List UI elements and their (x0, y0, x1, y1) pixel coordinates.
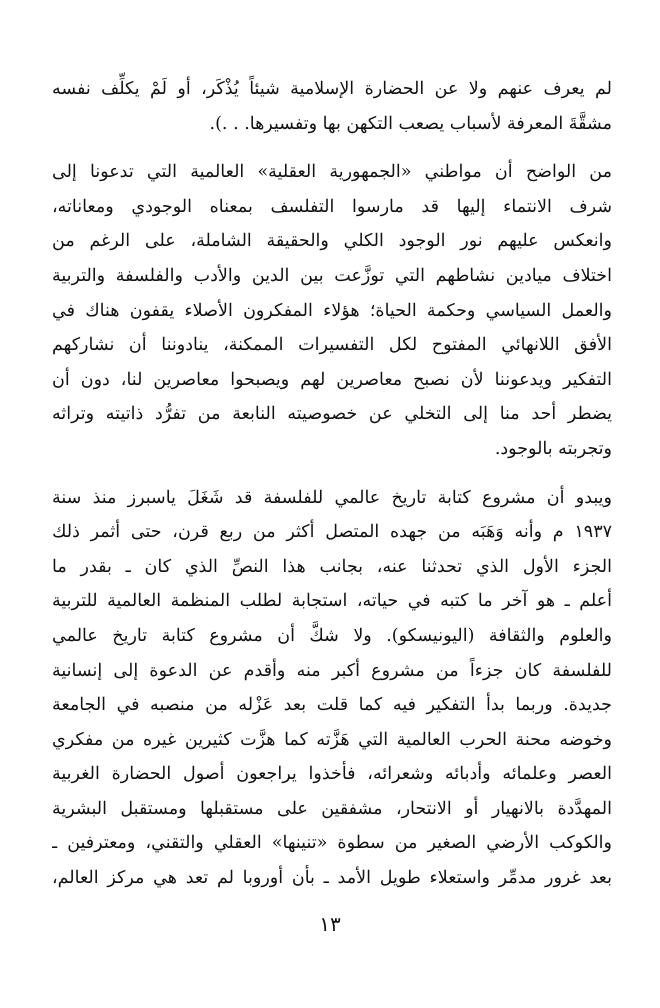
paragraph-2 (52, 155, 612, 466)
page-number: ١٣ (319, 912, 341, 936)
text-line: لم يعرف عنهم ولا عن الحضارة الإسلامية شيئاً يُذْكَر، أو لَمْ يكلِّف نفسه (52, 79, 612, 99)
text-line: بعد غرور مدمِّر واستعلاء طويل الأمد ـ بأن أوروبا لم تعد هي مركز العالم، (52, 868, 612, 889)
text-line: والعلوم والثقافة (اليونيسكو). ولا شكَّ أن مشروع كتابة تاريخ عالمي (52, 625, 612, 646)
text-line: وتجربته بالوجود. (494, 438, 612, 459)
text-line: وخوضه محنة الحرب العالمية التي هَزَّته كما هزَّت كثيرين غيره من مفكري (52, 729, 612, 750)
text-line: للفلسفة كان جزءاً من مشروع أكبر منه وأقدم عن الدعوة إلى إنسانية (52, 660, 612, 681)
text-line: والكوكب الأرضي الصغير من سطوة «تنينها» العقلي والتقني، ومعترفين ـ (52, 833, 612, 854)
text-line: من الواضح أن مواطني «الجمهورية العقلية» العالمية التي تدعونا إلى (52, 162, 612, 183)
text-line: يضطر أحد منا إلى التخلي عن خصوصيته النابعة من تفرُّد ذاتيته وتراثه (52, 404, 612, 425)
text-line: والعمل السياسي وحكمة الحياة؛ هؤلاء المفكرون الأصلاء يقفون هناك في (52, 300, 612, 321)
text-line: أعلم ـ هو آخر ما كتبه في حياته، استجابة لطلب المنظمة العالمية للتربية (52, 591, 612, 612)
paragraph-3 (52, 481, 612, 896)
text-line: ويبدو أن مشروع كتابة تاريخ عالمي للفلسفة قد شَغَلَ ياسبرز منذ سنة (52, 487, 612, 508)
text-line: الجزء الأول الذي تحدثنا عنه، بجانب هذا النصِّ الذي كان ـ بقدر ما (52, 556, 612, 577)
text-line: جديدة. وربما بدأ التفكير فيه كما قلت بعد عَزْله من منصبه في الجامعة (52, 695, 612, 716)
text-line: ١٩٣٧ م وأنه وَهَبَه من جهده المتصل أكثر من ربع قرن، حتى أثمر ذلك (52, 522, 612, 543)
paragraph-1 (52, 72, 612, 141)
text-line: مشقَّةَ المعرفة لأسباب يصعب التكهن بها وتفسيرها. . .). (209, 113, 612, 134)
page-body (52, 72, 612, 932)
text-line: العصر وعلمائه وأدبائه وشعرائه، فأخذوا يراجعون أصول الحضارة الغربية (52, 764, 612, 785)
text-line: الأفق اللانهائي المفتوح لكل التفسيرات الممكنة، ينادوننا أن نشاركهم (52, 335, 612, 356)
text-line: التفكير ويدعوننا لأن نصبح معاصرين لهم ويصبحوا معاصرين لنا، دون أن (52, 369, 612, 390)
text-line: اختلاف ميادين نشاطهم التي توزَّعت بين الدين والأدب والفلسفة والتربية (52, 265, 612, 286)
text-line: شرف الانتماء إليها قد مارسوا التفلسف بمعناه الوجودي ومعاناته، (52, 196, 612, 217)
text-line: وانعكس عليهم نور الوجود الكلي والحقيقة الشاملة، على الرغم من (52, 231, 612, 252)
text-line: المهدَّدة بالانهيار أو الانتحار، مشفقين على مستقبلها ومستقبل البشرية (52, 798, 612, 819)
